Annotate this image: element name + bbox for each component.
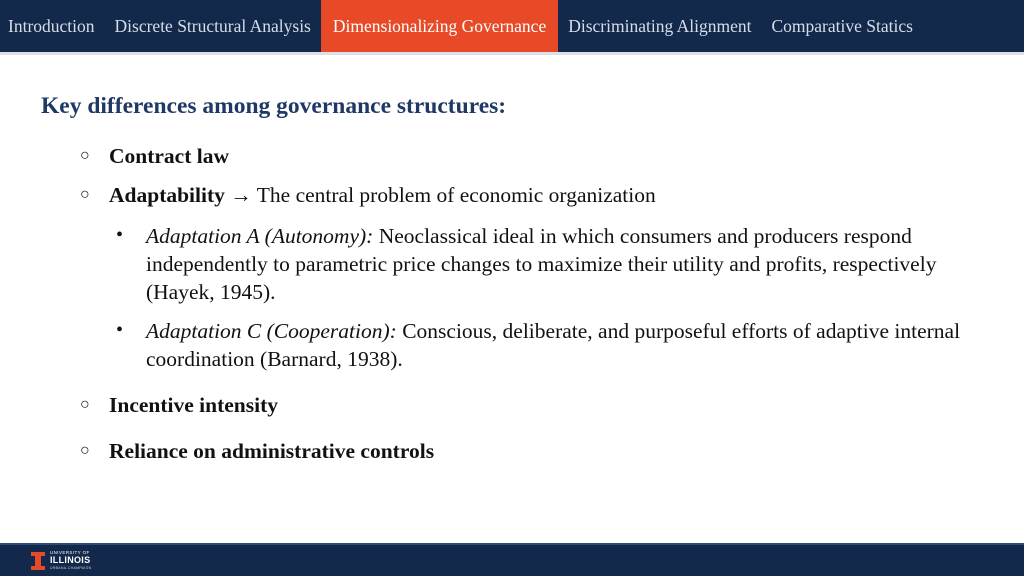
adaptation-a-text: Neoclassical ideal in which consumers and producers respond independently to parametric price changes to maximize their utility and profits, respectively (Hayek, 1945). (146, 224, 937, 304)
logo-line-1: UNIVERSITY OF (50, 550, 90, 555)
sub-bullet-adaptation-a (146, 222, 986, 306)
tab-introduction[interactable]: Introduction (8, 15, 95, 36)
adaptability-label: Adaptability (109, 183, 225, 207)
adaptability-description: The central problem of economic organization (256, 183, 656, 207)
adaptation-c-text: Conscious, deliberate, and purposeful efforts of adaptive internal coordination (Barnard, 1938). (146, 319, 961, 371)
logo-line-3: URBANA-CHAMPAIGN (50, 566, 92, 570)
bullet-circle-icon: ○ (80, 442, 90, 459)
right-arrow-icon: → (230, 183, 252, 207)
block-i-icon (31, 552, 45, 570)
tab-discriminating-alignment[interactable]: Discriminating Alignment (568, 15, 752, 36)
sub-bullet-dot-icon: • (116, 224, 124, 246)
adaptation-c-label: Adaptation C (Cooperation): (146, 319, 397, 343)
university-logo (31, 549, 92, 572)
sub-bullet-dot-icon: • (116, 319, 124, 341)
tab-discrete-structural-analysis[interactable]: Discrete Structural Analysis (114, 15, 311, 36)
bullet-circle-icon: ○ (80, 186, 90, 203)
logo-line-2: ILLINOIS (50, 555, 91, 565)
bullet-adaptability (109, 181, 656, 209)
tab-comparative-statics[interactable]: Comparative Statics (771, 15, 913, 36)
tab-dimensionalizing-governance[interactable]: Dimensionalizing Governance (321, 0, 558, 52)
slide-heading: Key differences among governance structures: (41, 93, 507, 119)
bullet-contract-law: Contract law (109, 144, 230, 168)
footer-bar (0, 543, 1024, 576)
bullet-circle-icon: ○ (80, 396, 90, 413)
footer-divider (0, 543, 1024, 545)
nav-divider (0, 52, 1024, 55)
bullet-incentive-intensity: Incentive intensity (109, 393, 279, 417)
top-navigation (0, 0, 1024, 52)
bullet-circle-icon: ○ (80, 147, 90, 164)
adaptation-a-label: Adaptation A (Autonomy): (146, 224, 374, 248)
sub-bullet-adaptation-c (146, 317, 986, 373)
bullet-reliance-administrative-controls: Reliance on administrative controls (109, 439, 435, 463)
logo-wordmark (50, 549, 92, 572)
